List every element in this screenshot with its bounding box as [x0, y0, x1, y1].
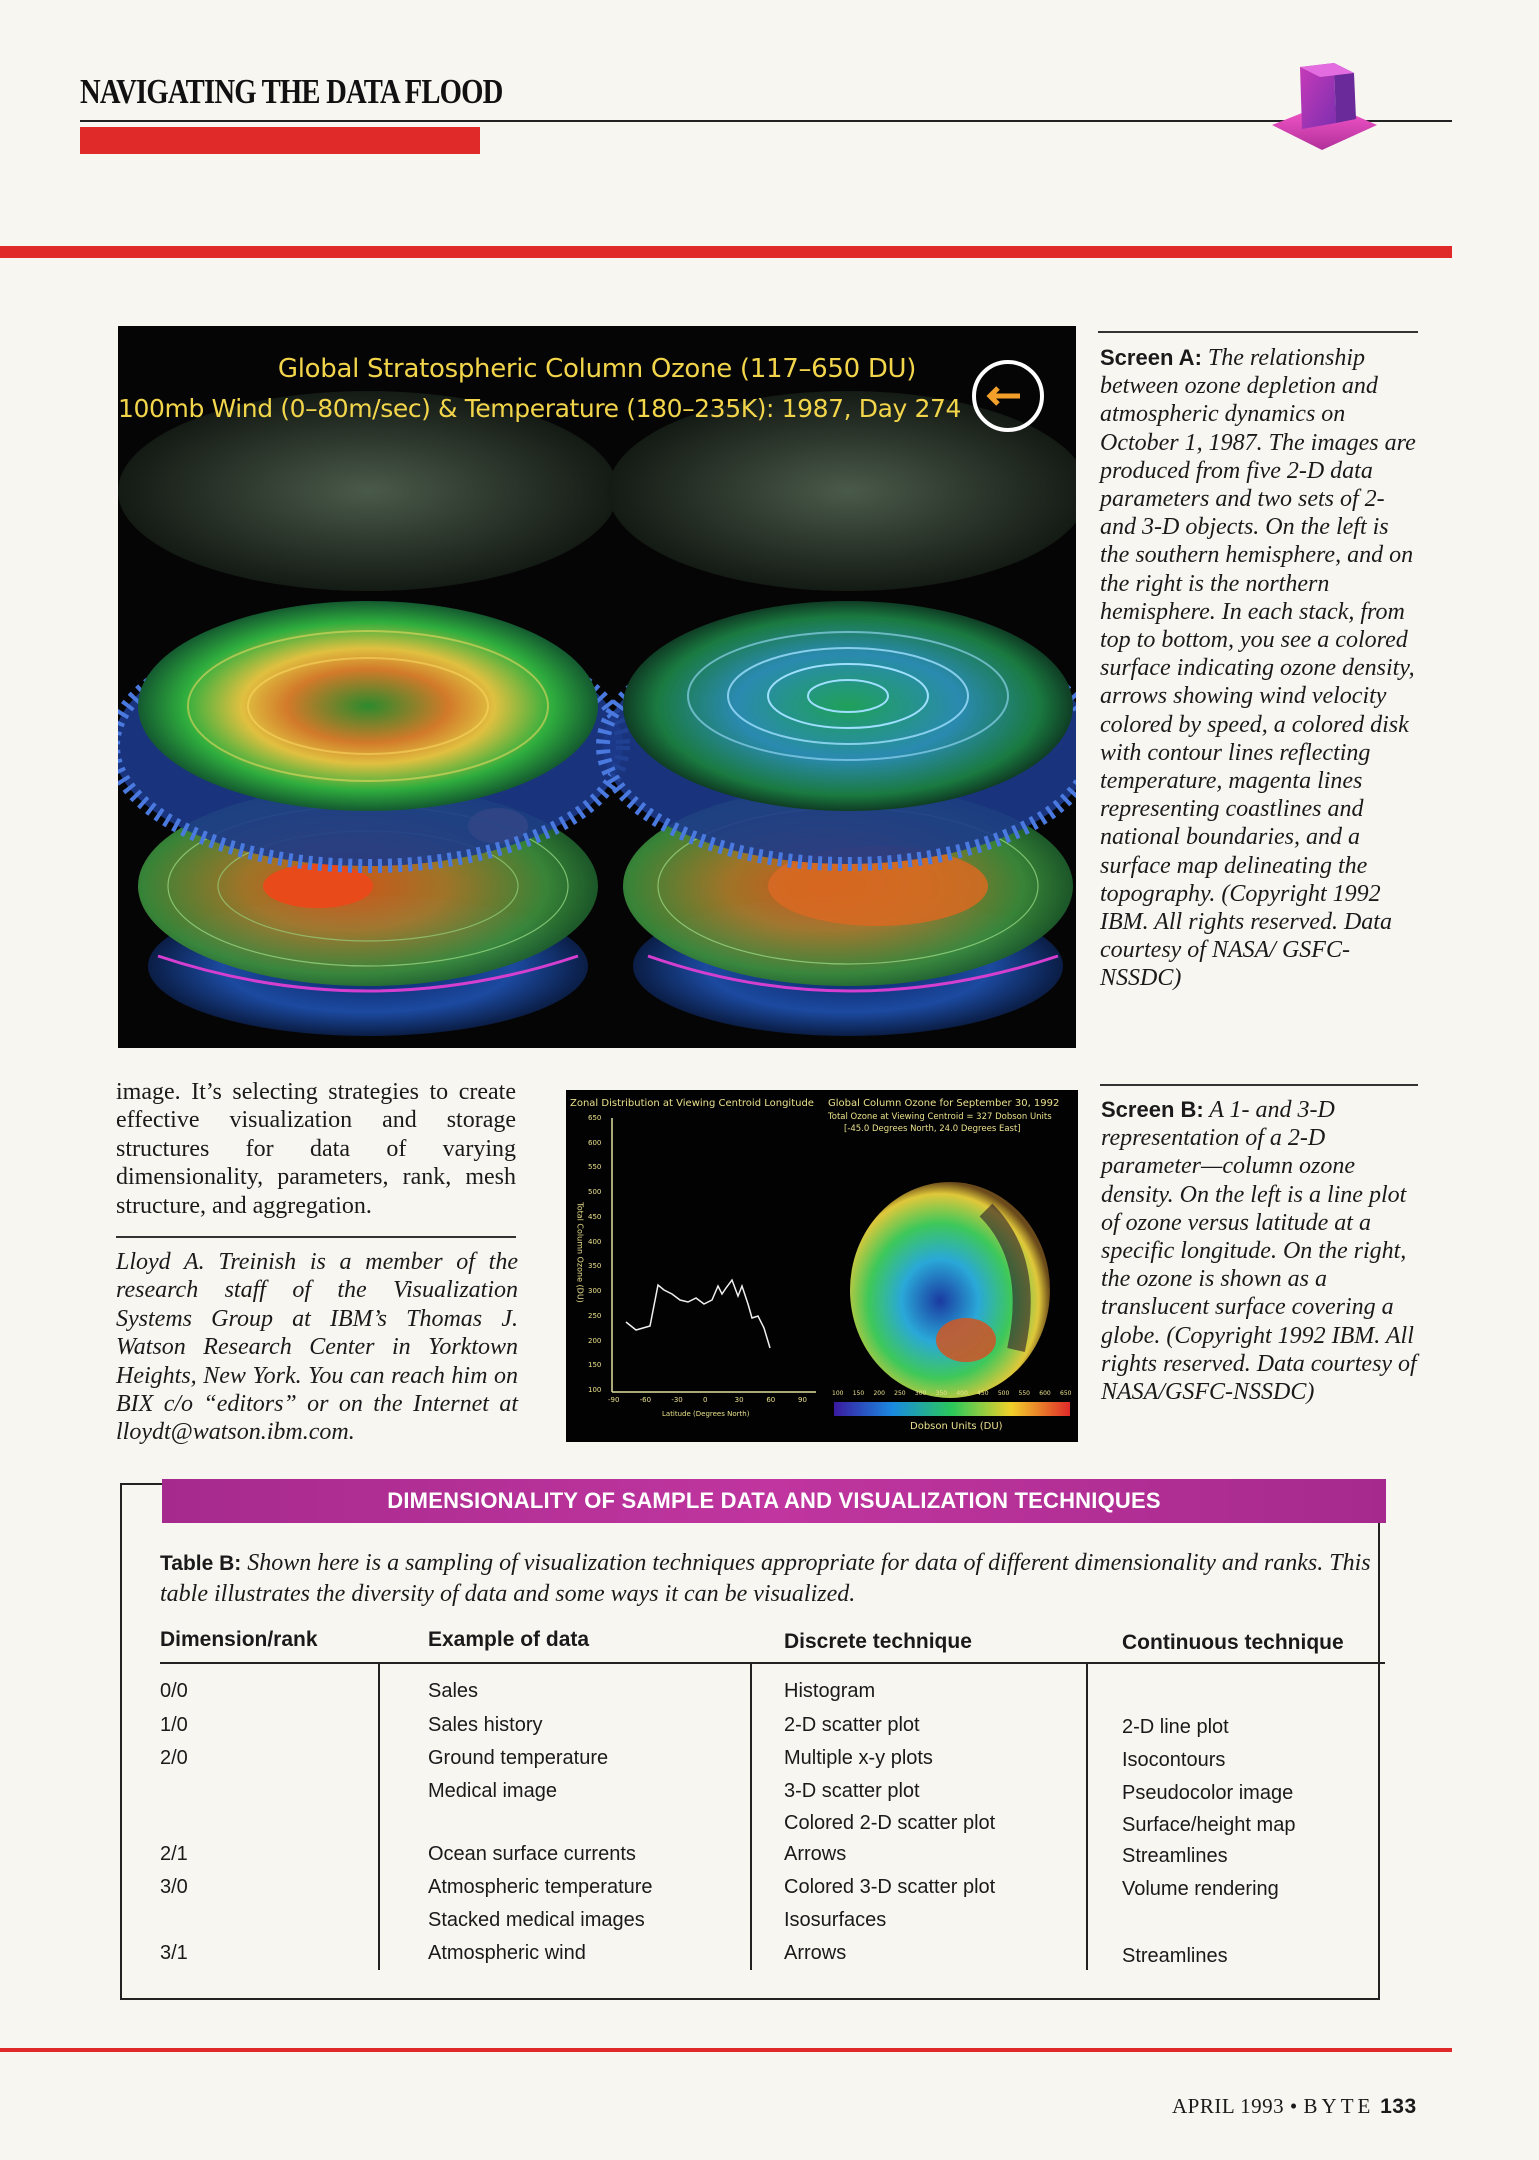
- table-cell-example: Medical image: [428, 1780, 557, 1802]
- table-caption-text: Shown here is a sampling of visualization techniques appropriate for data of different dimensionality and ranks. This table illustrates the diversity of data and some ways it can be visualized.: [160, 1550, 1371, 1607]
- screen-b-scale-tick: 650: [1060, 1390, 1072, 1397]
- screen-b-y-tick: 250: [588, 1311, 602, 1320]
- screen-b-scale-tick: 250: [894, 1390, 906, 1397]
- table-cell-dimension: 0/0: [160, 1680, 188, 1702]
- table-cell-dimension: 3/0: [160, 1876, 188, 1898]
- section-title: NAVIGATING THE DATA FLOOD: [80, 72, 503, 111]
- screen-b-right-title: Global Column Ozone for September 30, 1992: [828, 1098, 1060, 1109]
- table-cell-continuous: Surface/height map: [1122, 1814, 1296, 1836]
- screen-b-scale-tick: 300: [914, 1390, 927, 1397]
- table-cell-discrete: Arrows: [784, 1843, 847, 1865]
- cube-logo-icon: [1262, 55, 1382, 165]
- screen-b-x-tick: -60: [639, 1396, 652, 1404]
- caption-b-text: A 1- and 3-D representation of a 2-D parameter—column ozone density. On the left is a line plot of ozone versus latitude at a specific longitude. On the right, the ozone is shown as a translucent surface covering a globe. (Copyright 1992 IBM. All rights reserved. Data courtesy of NASA/GSFC-NSSDC): [1101, 1097, 1417, 1406]
- page-footer: [1172, 2094, 1417, 2119]
- table-column-divider: [1086, 1662, 1088, 1970]
- screen-b-image: [566, 1090, 1078, 1442]
- screen-b-y-axis-label: Total Column Ozone (DU): [575, 1202, 585, 1303]
- screen-b-right-sub1: Total Ozone at Viewing Centroid = 327 Dobson Units: [828, 1112, 1052, 1122]
- table-cell-dimension: 2/1: [160, 1843, 188, 1865]
- top-red-rule: [0, 246, 1452, 258]
- table-cell-dimension: 3/1: [160, 1942, 188, 1964]
- table-cell-discrete: Arrows: [784, 1942, 847, 1964]
- table-cell-example: Sales history: [428, 1714, 543, 1736]
- table-cell-discrete: Isosurfaces: [784, 1909, 887, 1931]
- table-cell-continuous: Volume rendering: [1122, 1878, 1279, 1900]
- bio-rule: [116, 1236, 516, 1238]
- caption-a-rule: [1098, 331, 1418, 333]
- table-cell-continuous: Pseudocolor image: [1122, 1782, 1294, 1804]
- table-caption: [160, 1548, 1380, 1609]
- table-cell-discrete: Multiple x-y plots: [784, 1747, 933, 1769]
- screen-b-y-tick: 600: [588, 1138, 602, 1147]
- screen-b-right-sub2: [-45.0 Degrees North, 24.0 Degrees East]: [844, 1124, 1021, 1134]
- screen-b-x-tick: 60: [766, 1396, 776, 1404]
- screen-b-y-tick: 650: [588, 1114, 602, 1122]
- screen-b-y-tick: 550: [588, 1163, 602, 1172]
- table-header-dimension: Dimension/rank: [160, 1628, 318, 1651]
- caption-b-lead: Screen B:: [1101, 1097, 1204, 1122]
- caption-b-rule: [1100, 1084, 1418, 1086]
- screen-b-scale-tick: 150: [852, 1390, 865, 1397]
- caption-a-text: The relationship between ozone depletion and atmospheric dynamics on October 1, 1987. The images are produced from five 2-D data parameters and two sets of 2- and 3-D objects. On the left is the southern hemisphere, and on the right is the northern hemisphere. In each stack, from top to bottom, you see a colored surface indicating ozone density, arrows showing wind velocity colored by speed, a colored disk with contour lines reflecting temperature, magenta lines representing coastlines and national boundaries, and a surface map delineating the topography. (Copyright 1992 IBM. All rights reserved. Data courtesy of NASA/ GSFC-NSSDC): [1100, 345, 1416, 992]
- bottom-red-rule: [0, 2048, 1452, 2052]
- screen-b-x-tick: 30: [734, 1396, 744, 1404]
- screen-b-scale-tick: 400: [956, 1390, 968, 1397]
- caption-a: [1100, 344, 1418, 993]
- screen-b-y-tick: 100: [588, 1386, 602, 1394]
- screen-b-y-tick: 450: [588, 1212, 602, 1221]
- table-cell-example: Ocean surface currents: [428, 1843, 636, 1865]
- screen-b-y-tick: 350: [588, 1262, 602, 1271]
- screen-b-scale-tick: 450: [977, 1390, 989, 1397]
- caption-b: [1101, 1096, 1419, 1406]
- table-cell-dimension: 2/0: [160, 1747, 188, 1769]
- screen-b-x-axis-label: Latitude (Degrees North): [662, 1410, 750, 1418]
- table-cell-dimension: 1/0: [160, 1714, 188, 1736]
- table-banner: DIMENSIONALITY OF SAMPLE DATA AND VISUALIZATION TECHNIQUES: [162, 1479, 1386, 1523]
- footer-magazine: BYTE: [1303, 2094, 1375, 2118]
- table-cell-continuous: 2-D line plot: [1122, 1716, 1229, 1738]
- table-column-divider: [378, 1662, 380, 1970]
- author-bio: Lloyd A. Treinish is a member of the research staff of the Visualization Systems Group at IBM’s Thomas J. Watson Research Center in Yorktown Heights, New York. You can reach him on BIX c/o “editors” or on the Internet at lloydt@watson.ibm.com.: [116, 1249, 518, 1446]
- table-cell-example: Sales: [428, 1680, 479, 1702]
- table-header-example: Example of data: [428, 1628, 590, 1651]
- table-cell-example: Ground temperature: [428, 1747, 609, 1769]
- table-cell-discrete: 3-D scatter plot: [784, 1780, 920, 1802]
- table-cell-continuous: Isocontours: [1122, 1749, 1226, 1771]
- footer-page-number: 133: [1380, 2095, 1417, 2118]
- screen-b-scale-tick: 550: [1018, 1390, 1030, 1397]
- header-rule: [80, 120, 1452, 122]
- screen-b-scale-label: Dobson Units (DU): [910, 1421, 1003, 1432]
- screen-a-image: [118, 326, 1076, 1048]
- screen-b-scale-tick: 350: [935, 1390, 948, 1397]
- table-cell-discrete: 2-D scatter plot: [784, 1714, 920, 1736]
- screen-b-x-tick: -30: [671, 1396, 683, 1404]
- screen-a-title-line1: Global Stratospheric Column Ozone (117–650 DU): [277, 354, 917, 384]
- table-cell-example: Atmospheric temperature: [428, 1876, 653, 1898]
- screen-b-x-tick: 90: [798, 1396, 807, 1404]
- screen-b-scale-tick: 200: [873, 1390, 885, 1397]
- screen-b-left-title: Zonal Distribution at Viewing Centroid Longitude: [570, 1098, 814, 1109]
- table-header-continuous: Continuous technique: [1122, 1631, 1344, 1654]
- table-cell-example: Atmospheric wind: [428, 1942, 586, 1964]
- table-column-divider: [750, 1662, 752, 1970]
- table-cell-example: Stacked medical images: [428, 1909, 645, 1931]
- table-cell-continuous: Streamlines: [1122, 1845, 1228, 1867]
- screen-b-y-tick: 150: [588, 1361, 602, 1370]
- screen-b-y-tick: 200: [588, 1336, 602, 1345]
- table-cell-discrete: Colored 3-D scatter plot: [784, 1876, 996, 1898]
- footer-date: APRIL 1993: [1172, 2094, 1285, 2118]
- screen-b-y-tick: 500: [588, 1188, 602, 1197]
- footer-separator: •: [1289, 2094, 1298, 2118]
- table-cell-continuous: Streamlines: [1122, 1945, 1228, 1967]
- table-header-discrete: Discrete technique: [784, 1630, 972, 1653]
- screen-a-title-line2: 100mb Wind (0–80m/sec) & Temperature (180–235K): 1987, Day 274: [118, 394, 961, 423]
- table-cell-discrete: Colored 2-D scatter plot: [784, 1812, 996, 1834]
- header-red-bar: [80, 127, 480, 154]
- screen-b-x-tick: -90: [608, 1396, 620, 1404]
- caption-a-lead: Screen A:: [1100, 345, 1202, 370]
- table-cell-discrete: Histogram: [784, 1680, 876, 1702]
- body-paragraph: image. It’s selecting strategies to create effective visualization and storage structures for data of varying dimensionality, parameters, rank, mesh structure, and aggregation.: [116, 1079, 516, 1219]
- screen-b-scale-tick: 500: [997, 1390, 1010, 1397]
- screen-b-y-tick: 300: [588, 1287, 602, 1296]
- screen-b-scale-tick: 600: [1039, 1390, 1051, 1397]
- table-caption-lead: Table B:: [160, 1552, 242, 1575]
- screen-b-x-tick: 0: [703, 1396, 708, 1404]
- screen-b-y-tick: 400: [588, 1237, 602, 1246]
- screen-b-scale-tick: 100: [832, 1390, 844, 1397]
- table-header-rule: [160, 1662, 1385, 1664]
- ozone-stacks-illustration: [118, 326, 1076, 1048]
